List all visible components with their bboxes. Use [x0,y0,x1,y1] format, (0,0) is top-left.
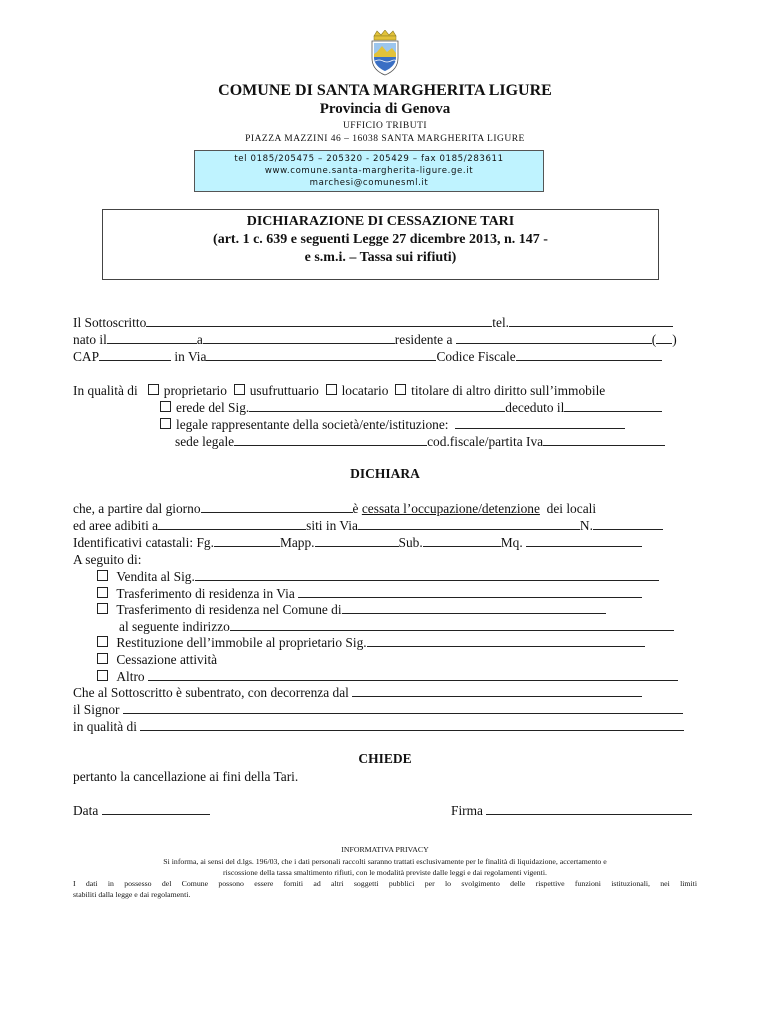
deceduto-label: deceduto il [505,400,565,415]
data-field[interactable] [102,803,210,815]
contact-box [194,150,544,192]
titolare-label: titolare di altro diritto sull’immobile [411,383,606,398]
contact-phone: tel 0185/205475 – 205320 - 205429 – fax 0185/283611 [234,154,504,164]
mapp-label: Mapp. [279,535,315,550]
tel-label: tel. [492,315,510,330]
in-qualita-row [73,718,684,735]
cessata-label: cessata l’occupazione/detenzione [361,501,540,516]
privacy-line-4: stabiliti dalla legge e dai regolamenti. [73,890,191,899]
trasf-comune-label: Trasferimento di residenza nel Comune di [116,602,342,617]
trasf-comune-checkbox[interactable] [97,603,108,614]
seguente-indirizzo-field[interactable] [230,619,674,631]
che-partire-label: che, a partire dal giorno [73,501,201,516]
document-title-law-cont: e s.m.i. – Tassa sui rifiuti) [304,250,457,265]
dichiara-row-1 [73,500,596,517]
identificativi-label: Identificativi catastali: Fg. [73,535,214,550]
locatario-label: locatario [341,383,389,398]
tel-field[interactable] [509,315,673,327]
signor-row [73,701,683,718]
option-trasf-comune [97,601,606,618]
firma-row [451,802,692,819]
e-label: è [352,501,359,516]
document-title: DICHIARAZIONE DI CESSAZIONE TARI [246,214,515,229]
option-restituzione [97,634,645,651]
in-qualita-label: in qualità di [73,719,137,734]
cap-label: CAP [73,349,100,364]
trasf-via-label: Trasferimento di residenza in Via [116,586,295,601]
nato-a-label: a [196,332,203,347]
nato-il-label: nato il [73,332,107,347]
dichiara-heading: DICHIARA [350,466,420,481]
il-signor-label: il Signor [73,702,120,717]
option-vendita [97,568,659,585]
erede-checkbox[interactable] [160,401,171,412]
proprietario-checkbox[interactable] [148,384,159,395]
cap-field[interactable] [99,349,171,361]
privacy-title: INFORMATIVA PRIVACY [341,845,429,854]
chiede-heading: CHIEDE [358,751,412,766]
locatario-checkbox[interactable] [326,384,337,395]
legale-label: legale rappresentante della società/ente/istituzione: [176,417,449,432]
birth-place-field[interactable] [203,332,395,344]
option-trasf-via [97,585,642,602]
cod-fiscale-field[interactable] [543,434,665,446]
privacy-line-3: I dati in possesso del Comune possono essere forniti ad altri soggetti pubblici per lo svolgimento delle rispettive funzioni istituzionali, nei limiti [73,879,697,888]
document-title-box [102,209,659,280]
sottoscritto-label: Il Sottoscritto [73,315,147,330]
name-field[interactable] [146,315,492,327]
sede-legale-label: sede legale [175,434,235,449]
qualita-row-3 [160,416,625,433]
n-label: N. [579,518,593,533]
subentrato-row [73,684,642,701]
cessazione-checkbox[interactable] [97,653,108,664]
vendita-label: Vendita al Sig. [116,569,195,584]
sub-label: Sub. [398,535,423,550]
sub-field[interactable] [423,535,501,547]
option-seguente-indirizzo [119,618,674,635]
firma-field[interactable] [486,803,692,815]
siti-via-field[interactable] [358,518,580,530]
sottoscritto-row [73,314,673,331]
usufruttuario-checkbox[interactable] [234,384,245,395]
prov-close: ) [672,332,677,347]
mq-field[interactable] [526,535,642,547]
residence-field[interactable] [456,332,652,344]
qualita-label: In qualità di [73,383,138,398]
il-signor-field[interactable] [123,702,683,714]
usufruttuario-label: usufruttuario [249,383,319,398]
province-field[interactable] [656,332,672,344]
dei-locali-label: dei locali [546,501,597,516]
restituzione-field[interactable] [367,635,645,647]
siti-via-label: siti in Via [306,518,358,533]
titolare-checkbox[interactable] [395,384,406,395]
firma-label: Firma [451,803,483,818]
via-field[interactable] [206,349,436,361]
in-via-label: in Via [174,349,207,364]
cod-fiscale-label: cod.fiscale/partita Iva [427,434,544,449]
civico-field[interactable] [593,518,663,530]
data-row [73,802,210,819]
contact-email[interactable]: marchesi@comunesml.it [309,178,429,188]
document-title-law: (art. 1 c. 639 e seguenti Legge 27 dicembre 2013, n. 147 - [213,232,548,247]
proprietario-label: proprietario [163,383,227,398]
altro-field[interactable] [148,669,678,681]
option-altro [97,668,678,685]
cessazione-label: Cessazione attività [116,652,218,667]
codice-fiscale-label: Codice Fiscale [436,349,516,364]
erede-label: erede del Sig. [176,400,250,415]
contact-website[interactable]: www.comune.santa-margherita-ligure.ge.it [264,166,474,176]
in-qualita-field[interactable] [140,719,684,731]
seguente-indirizzo-label: al seguente indirizzo [119,619,230,634]
deceduto-field[interactable] [564,400,662,412]
ufficio-label: UFFICIO TRIBUTI [342,121,428,131]
catastali-row [73,534,642,551]
trasf-comune-field[interactable] [342,602,606,614]
office-address: PIAZZA MAZZINI 46 – 16038 SANTA MARGHERITA LIGURE [245,134,525,144]
privacy-line-1: Si informa, ai sensi del d.lgs. 196/03, che i dati personali raccolti saranno trattati esclusivamente per le finalità di liquidazione, accertamento e [163,857,607,866]
uso-field[interactable] [158,518,306,530]
privacy-line-2: riscossione della tassa smaltimento rifiuti, con le modalità previste dalle leggi e dai regolamenti vigenti. [223,868,547,877]
chiede-text: pertanto la cancellazione ai fini della Tari. [73,769,299,784]
vendita-checkbox[interactable] [97,570,108,581]
birth-date-field[interactable] [107,332,197,344]
qualita-row-2 [160,399,662,416]
erede-field[interactable] [249,400,505,412]
sede-legale-field[interactable] [234,434,427,446]
dichiara-row-2 [73,517,663,534]
vendita-field[interactable] [195,569,659,581]
qualita-row-4 [175,433,665,450]
restituzione-checkbox[interactable] [97,636,108,647]
subentrato-field[interactable] [352,685,642,697]
legale-field[interactable] [455,417,625,429]
prov-open: ( [651,332,657,347]
mapp-field[interactable] [315,535,399,547]
data-cessazione-field[interactable] [201,501,353,513]
data-label: Data [73,803,99,818]
option-cessazione [97,651,217,668]
nascita-row [73,331,677,348]
indirizzo-row [73,348,662,365]
ed-aree-label: ed aree adibiti a [73,518,159,533]
provincia-title: Provincia di Genova [319,101,451,117]
foglio-field[interactable] [214,535,280,547]
comune-title: COMUNE DI SANTA MARGHERITA LIGURE [218,82,552,99]
codice-fiscale-field[interactable] [516,349,662,361]
residente-label: residente a [394,332,453,347]
qualita-row-1 [73,382,605,399]
legale-checkbox[interactable] [160,418,171,429]
a-seguito-label: A seguito di: [73,552,142,567]
restituzione-label: Restituzione dell’immobile al proprietario Sig. [116,635,367,650]
trasf-via-field[interactable] [298,586,642,598]
coat-of-arms-icon [368,30,402,76]
altro-label: Altro [116,669,145,684]
mq-label: Mq. [500,535,523,550]
subentrato-label: Che al Sottoscritto è subentrato, con decorrenza dal [73,685,349,700]
altro-checkbox[interactable] [97,670,108,681]
trasf-via-checkbox[interactable] [97,587,108,598]
